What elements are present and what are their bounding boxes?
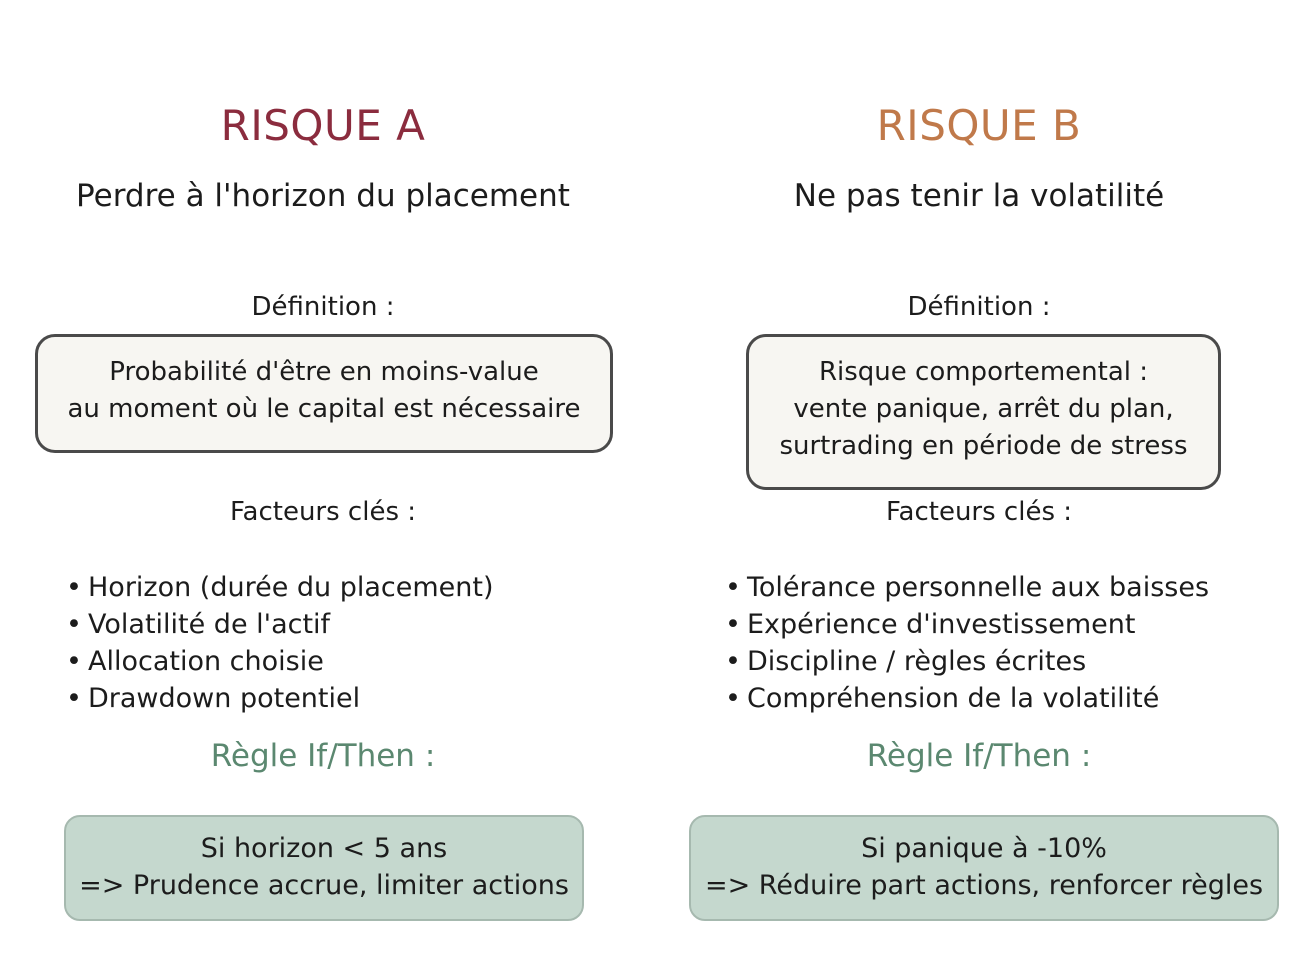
factor-text: Tolérance personnelle aux baisses xyxy=(747,572,1210,603)
risk-b-definition-line: vente panique, arrêt du plan, xyxy=(793,394,1174,424)
risk-a-subtitle: Perdre à l'horizon du placement xyxy=(76,178,570,214)
factor-text: Drawdown potentiel xyxy=(88,683,361,714)
bullet-icon: • xyxy=(66,683,82,714)
bullet-icon: • xyxy=(66,646,82,677)
risk-b-rule-line: Si panique à -10% xyxy=(861,833,1107,864)
risk-b-rule-line: => Réduire part actions, renforcer règles xyxy=(704,870,1264,901)
risk-b-factors-list xyxy=(725,569,1209,717)
risk-a-factors-label: Facteurs clés : xyxy=(229,497,417,527)
bullet-icon: • xyxy=(725,609,741,640)
bullet-icon: • xyxy=(66,572,82,603)
bullet-icon: • xyxy=(66,609,82,640)
risk-b-definition-label: Définition : xyxy=(907,292,1051,322)
factor-item xyxy=(725,569,1209,606)
risk-a-definition-box xyxy=(35,334,613,453)
risk-a-definition-line: Probabilité d'être en moins-value xyxy=(109,357,539,387)
risk-a-rule-label: Règle If/Then : xyxy=(210,738,436,774)
risk-a-factors-list xyxy=(66,569,494,717)
risk-b-column xyxy=(656,0,1312,958)
factor-item xyxy=(66,680,494,717)
risk-b-subtitle: Ne pas tenir la volatilité xyxy=(793,178,1165,214)
risk-a-rule-line: Si horizon < 5 ans xyxy=(200,833,448,864)
risk-a-definition-line: au moment où le capital est nécessaire xyxy=(67,394,581,424)
bullet-icon: • xyxy=(725,683,741,714)
risk-b-rule-box xyxy=(689,815,1279,921)
factor-item xyxy=(725,606,1209,643)
factor-text: Discipline / règles écrites xyxy=(747,646,1087,677)
risk-b-rule-label: Règle If/Then : xyxy=(866,738,1092,774)
factor-text: Volatilité de l'actif xyxy=(88,609,331,640)
risk-b-definition-box xyxy=(746,334,1221,490)
risk-b-definition-line: Risque comportemental : xyxy=(818,357,1149,387)
bullet-icon: • xyxy=(725,572,741,603)
risk-b-title: RISQUE B xyxy=(876,101,1082,150)
risk-a-title: RISQUE A xyxy=(220,101,426,150)
risk-b-factors-label: Facteurs clés : xyxy=(885,497,1073,527)
risk-a-rule-box xyxy=(64,815,584,921)
factor-text: Allocation choisie xyxy=(88,646,324,677)
risk-a-definition-label: Définition : xyxy=(251,292,395,322)
factor-text: Expérience d'investissement xyxy=(747,609,1136,640)
factor-text: Horizon (durée du placement) xyxy=(88,572,494,603)
bullet-icon: • xyxy=(725,646,741,677)
factor-item xyxy=(66,606,494,643)
factor-item xyxy=(725,643,1209,680)
risk-b-definition-line: surtrading en période de stress xyxy=(779,431,1188,461)
factor-item xyxy=(66,569,494,606)
factor-item xyxy=(725,680,1209,717)
factor-item xyxy=(66,643,494,680)
factor-text: Compréhension de la volatilité xyxy=(747,683,1160,714)
risk-a-rule-line: => Prudence accrue, limiter actions xyxy=(79,870,569,901)
